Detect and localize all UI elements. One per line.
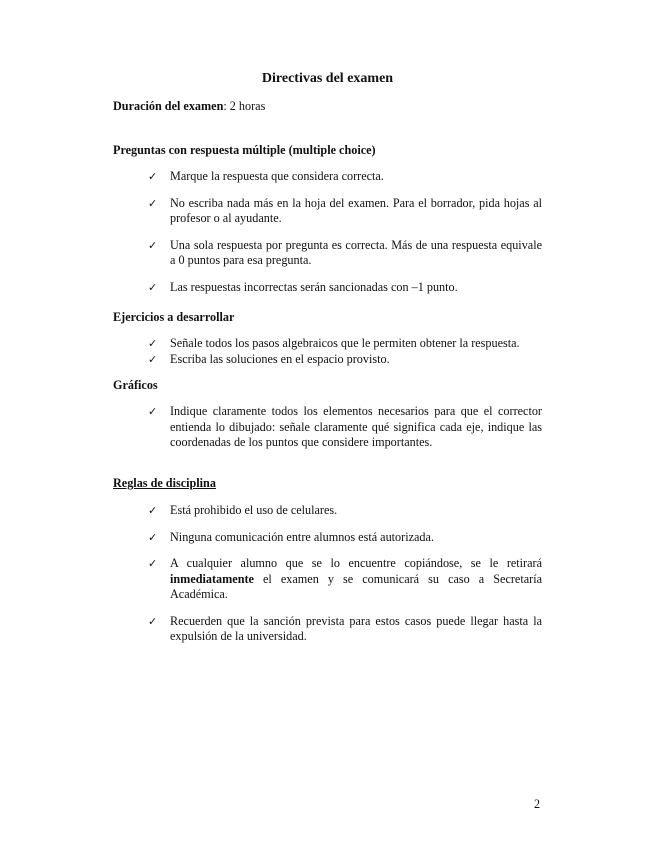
check-mark-icon: ✓ [148, 196, 158, 210]
check-mark-icon: ✓ [148, 352, 158, 366]
duration-value: : 2 horas [223, 99, 266, 113]
check-mark-icon: ✓ [148, 170, 158, 183]
check-mark-icon: ✓ [148, 614, 158, 628]
check-mark-icon: ✓ [148, 530, 158, 544]
list-item: ✓ Una sola respuesta por pregunta es correcta. Más de una respuesta equivale a 0 puntos para esa pregunta. [148, 237, 542, 267]
list-item: ✓ Las respuestas incorrectas serán sancionadas con –1 punto. [148, 279, 458, 294]
list-item: ✓ Ninguna comunicación entre alumnos está autorizada. [148, 529, 434, 544]
check-mark-icon: ✓ [148, 405, 158, 418]
check-mark-icon: ✓ [148, 280, 158, 294]
page-number: 2 [534, 797, 541, 811]
page-title: Directivas del examen [261, 71, 394, 86]
list-item: ✓ Recuerden que la sanción prevista para estos casos puede llegar hasta la expulsión de la universidad. [148, 613, 542, 643]
section-heading-discipline: Reglas de disciplina [113, 476, 216, 490]
section-heading-exercises: Ejercicios a desarrollar [113, 310, 235, 324]
list-item: ✓ Está prohibido el uso de celulares. [148, 503, 338, 517]
check-mark-icon: ✓ [148, 504, 158, 517]
list-item: ✓ Marque la respuesta que considera correcta. [148, 169, 384, 183]
list-item: ✓ Indique claramente todos los elementos necesarios para que el corrector entienda lo dibujado: señale claramente qué significa cada eje, indique las coordenadas de los puntos que considere importantes. [148, 404, 542, 449]
section-heading-multiple-choice: Preguntas con respuesta múltiple (multiple choice) [113, 143, 376, 157]
check-mark-icon: ✓ [148, 337, 158, 350]
check-mark-icon: ✓ [148, 557, 158, 570]
section-heading-graphics: Gráficos [113, 378, 158, 392]
list-item: ✓ Escriba las soluciones en el espacio provisto. [148, 351, 390, 366]
check-mark-icon: ✓ [148, 238, 158, 252]
list-item: ✓ Señale todos los pasos algebraicos que le permiten obtener la respuesta. [148, 336, 520, 350]
exercises-list [148, 336, 542, 367]
list-item: ✓ A cualquier alumno que se lo encuentre copiándose, se le retirará inmediatamente el examen y se comunicará su caso a Secretaría Académica. [148, 556, 542, 601]
multiple-choice-list [148, 169, 542, 295]
graphics-list [148, 404, 542, 451]
exam-duration [113, 99, 265, 114]
duration-label: Duración del examen [113, 99, 224, 113]
discipline-list [148, 503, 542, 645]
list-item: ✓ No escriba nada más en la hoja del examen. Para el borrador, pida hojas al profesor o al ayudante. [148, 195, 542, 225]
emphasis-text: inmediatamente [170, 571, 254, 586]
